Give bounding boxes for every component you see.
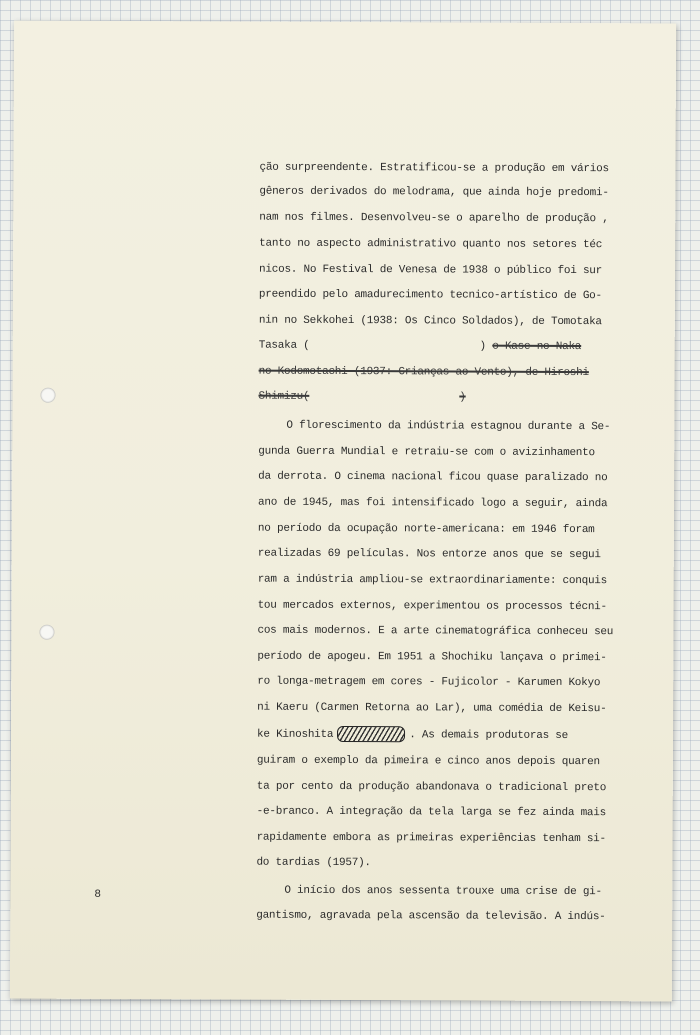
text-line: [258, 467, 607, 489]
line-text: no período da ocupação norte-americana: em 1946 foram: [257, 522, 595, 537]
text-line: [258, 596, 607, 618]
text-line: [257, 647, 606, 669]
line-text: gunda Guerra Mundial e retraiu-se com o avizinhamento: [258, 445, 595, 460]
text-line: [257, 751, 600, 772]
line-text: gantismo, agravada pela ascensão da televisão. A indús-: [256, 909, 606, 924]
line-text: gêneros derivados do melodrama, que ainda hoje predomi-: [259, 185, 609, 200]
typed-text-block: [256, 158, 630, 924]
line-text: -e-branco. A integração da tela larga se fez ainda mais: [256, 805, 607, 820]
struck-text: no Kodomotachi (1937: Crianças ao Vento), de Hiroshi: [258, 365, 589, 380]
text-line: [258, 544, 601, 565]
line-text: ram a indústria ampliou-se extraordinariamente: conquis: [257, 573, 608, 588]
typewritten-page: [10, 21, 676, 1002]
blank-space: [310, 348, 480, 349]
line-text: do tardias (1957).: [256, 856, 371, 870]
text-line: [257, 777, 606, 799]
text-line: [259, 182, 608, 204]
text-line: [258, 519, 595, 540]
text-line: [257, 672, 600, 693]
scribbled-out-word: [337, 726, 405, 742]
line-text: ro longa-metragem em cores - Fujicolor - Karumen Kokyo: [257, 675, 601, 690]
text-line: [256, 906, 605, 928]
struck-text: o Kase no Naka: [492, 340, 582, 354]
text-line: [257, 802, 606, 824]
line-text-continued: ): [479, 340, 486, 353]
line-text: nam nos filmes. Desenvolveu-se o aparelho de produção ,: [259, 211, 609, 226]
punch-hole-top: [40, 388, 55, 403]
line-text: O florescimento da indústria estagnou durante a Se-: [286, 419, 611, 434]
line-text: tanto no aspecto administrativo quanto nos setores téc: [259, 237, 603, 252]
text-line: [259, 260, 602, 281]
line-text: nin no Sekkohei (1938: Os Cinco Soldados), de Tomotaka: [258, 314, 602, 329]
text-line: [259, 311, 602, 332]
line-text: da derrota. O cinema nacional ficou quase paralizado no: [258, 470, 608, 485]
line-text: nicos. No Festival de Venesa de 1938 o público foi sur: [259, 263, 603, 278]
text-line: [258, 416, 610, 438]
line-text: preendido pelo amadurecimento tecnico-artístico de Go-: [258, 288, 602, 303]
blank-space: [309, 399, 459, 400]
line-text: período de apogeu. Em 1951 a Shochiku lançava o primei-: [257, 650, 607, 665]
line-text: ção surpreendente. Estratificou-se a produção em vários: [259, 161, 609, 176]
line-text: rapidamente embora as primeiras experiências tenham si-: [256, 831, 606, 846]
struck-text: ): [459, 391, 466, 404]
text-line: [259, 336, 582, 357]
line-text: cos mais modernos. E a arte cinematográfica conheceu seu: [257, 624, 614, 639]
text-line: [256, 881, 602, 903]
text-line: [259, 208, 608, 230]
line-text: guiram o exemplo da pimeira e cinco anos depois quaren: [256, 754, 600, 769]
text-line: [256, 853, 370, 873]
page-number: 8: [94, 888, 101, 901]
text-line: [257, 828, 606, 850]
line-text: ta por cento da produção abandonava o tradicional preto: [256, 780, 607, 795]
text-line: [259, 234, 602, 255]
text-line: [257, 725, 568, 746]
line-text: realizadas 69 películas. Nos entorze anos que se segui: [257, 547, 601, 562]
text-line: [258, 387, 465, 408]
text-line: [257, 698, 606, 720]
line-text: ano de 1945, mas foi intensificado logo a seguir, ainda: [258, 496, 608, 511]
text-line: [259, 158, 608, 180]
line-text-continued: . As demais produtoras se: [409, 729, 569, 742]
punch-hole-bottom: [39, 625, 54, 640]
struck-text: Shimizu(: [258, 390, 310, 403]
line-text: O início dos anos sessenta trouxe uma crise de gi-: [284, 884, 602, 899]
line-text: Tasaka (: [258, 339, 310, 352]
line-text: tou mercados externos, experimentou os processos técni-: [257, 599, 607, 614]
text-line: [257, 621, 613, 643]
line-text: ke Kinoshita: [256, 728, 334, 741]
text-line: [258, 493, 607, 515]
text-line: [258, 570, 607, 592]
text-line: [259, 285, 602, 306]
line-text: ni Kaeru (Carmen Retorna ao Lar), uma comédia de Keisu-: [257, 701, 607, 716]
text-line: [259, 362, 589, 383]
text-line: [258, 442, 595, 463]
